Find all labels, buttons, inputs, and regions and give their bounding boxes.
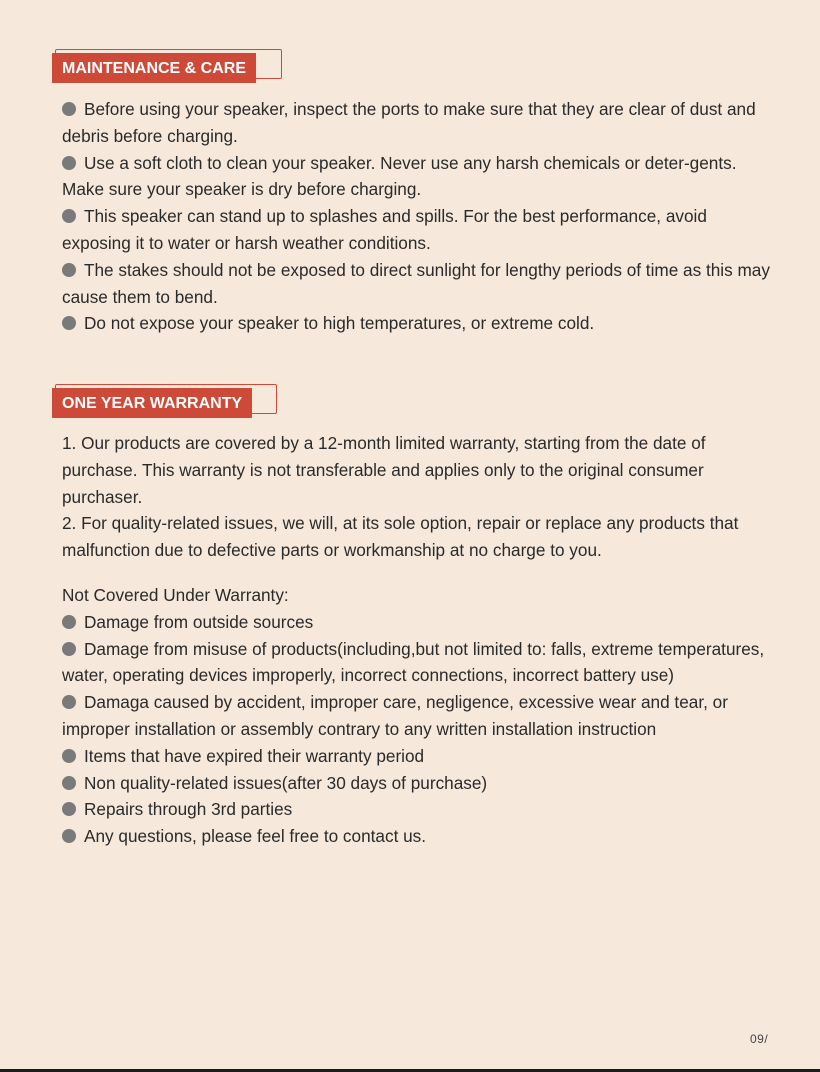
maintenance-list	[62, 96, 774, 337]
warranty-term: 1. Our products are covered by a 12-month limited warranty, starting from the date of purchase. This warranty is not transferable and applies only to the original consumer purchaser.	[62, 433, 706, 507]
list-item: Use a soft cloth to clean your speaker. Never use any harsh chemicals or deter-gents. Make sure your speaker is dry before charging.	[62, 152, 737, 200]
bullet-icon	[62, 829, 76, 843]
bullet-icon	[62, 749, 76, 763]
warranty-section-tag	[52, 388, 273, 418]
list-item: Do not expose your speaker to high temperatures, or extreme cold.	[62, 310, 774, 337]
bullet-icon	[62, 316, 76, 330]
list-item: The stakes should not be exposed to direct sunlight for lengthy periods of time as this may cause them to bend.	[62, 259, 770, 307]
list-item: Non quality-related issues(after 30 days of purchase)	[62, 770, 774, 797]
maintenance-section-tag	[52, 53, 278, 83]
list-item: Items that have expired their warranty period	[62, 743, 774, 770]
maintenance-title: MAINTENANCE & CARE	[52, 53, 256, 83]
list-item: This speaker can stand up to splashes and spills. For the best performance, avoid exposing it to water or harsh weather conditions.	[62, 206, 707, 253]
list-item: Damage from outside sources	[62, 609, 774, 636]
bullet-icon	[62, 156, 76, 170]
bullet-icon	[62, 776, 76, 790]
bullet-icon	[62, 263, 76, 277]
bullet-icon	[62, 695, 76, 709]
bullet-icon	[62, 615, 76, 629]
list-item: Before using your speaker, inspect the ports to make sure that they are clear of dust and debris before charging.	[62, 99, 756, 146]
list-item: Any questions, please feel free to contact us.	[62, 823, 774, 850]
warranty-title: ONE YEAR WARRANTY	[52, 388, 252, 418]
bullet-icon	[62, 802, 76, 816]
list-item: Repairs through 3rd parties	[62, 796, 774, 823]
list-item: Damage from misuse of products(including,but not limited to: falls, extreme temperatures, water, operating devices improperly, incorrect connections, incorrect battery use)	[62, 638, 765, 686]
bullet-icon	[62, 209, 76, 223]
warranty-terms	[62, 430, 774, 850]
warranty-term: 2. For quality-related issues, we will, at its sole option, repair or replace any products that malfunction due to defective parts or workmanship at no charge to you.	[62, 513, 739, 561]
page-number: 09/	[750, 1032, 769, 1046]
list-item: Damaga caused by accident, improper care, negligence, excessive wear and tear, or improper installation or assembly contrary to any written installation instruction	[62, 692, 728, 739]
bullet-icon	[62, 642, 76, 656]
not-covered-heading: Not Covered Under Warranty:	[62, 584, 289, 605]
bullet-icon	[62, 102, 76, 116]
